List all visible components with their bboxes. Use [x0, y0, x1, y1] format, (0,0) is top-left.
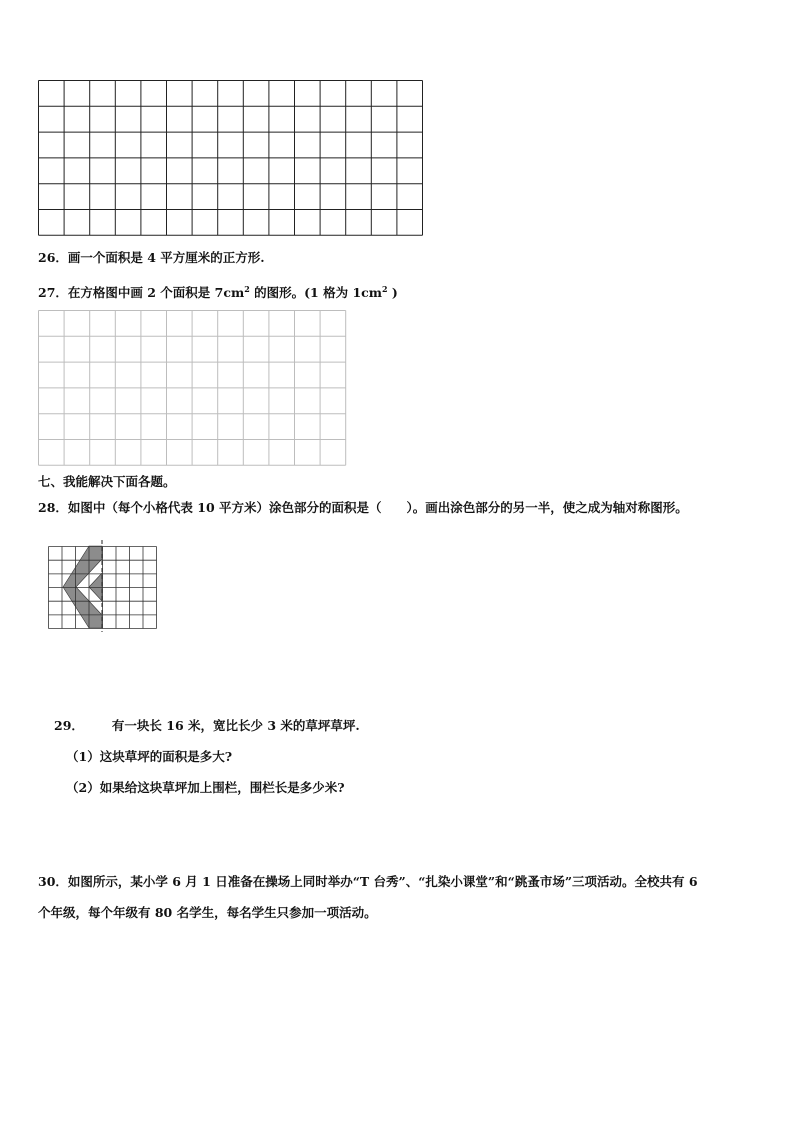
question-text: 画一个面积是 4 平方厘米的正方形. — [67, 250, 265, 265]
question-26 — [38, 250, 265, 266]
question-number: 30． — [38, 874, 68, 889]
question-text: ) — [387, 285, 398, 300]
question-number: 26． — [38, 250, 68, 265]
question-30 — [38, 874, 698, 890]
shaded-shape — [89, 573, 102, 601]
answer-grid-q27 — [38, 310, 348, 466]
answer-grid-top — [38, 80, 424, 236]
question-text: 在方格图中画 2 个面积是 7cm — [67, 285, 245, 300]
sub-question-2: （2）如果给这块草坪加上围栏，围栏长是多少米? — [66, 780, 345, 795]
section-title: 七、我能解决下面各题。 — [38, 474, 176, 489]
superscript: 2 — [244, 284, 250, 294]
superscript: 2 — [381, 284, 388, 294]
question-text: 有一块长 16 米，宽比长少 3 米的草坪草坪. — [111, 718, 360, 733]
question-number: 29． — [54, 718, 84, 733]
question-text: 如图中（每个小格代表 10 平方米）涂色部分的面积是（ ）。画出涂色部分的另一半，使之成为轴对称图形。 — [67, 500, 688, 515]
question-text: 的图形。(1 格为 1cm — [249, 285, 382, 300]
question-text: 如图所示，某小学 6 月 1 日准备在操场上同时举办“T 台秀”、“扎染小课堂”和“跳蚤市场”三项活动。全校共有 6 — [67, 874, 698, 889]
question-28 — [38, 500, 688, 516]
symmetry-figure — [44, 540, 160, 632]
question-30-continued: 个年级，每个年级有 80 名学生，每名学生只参加一项活动。 — [38, 905, 377, 920]
question-27 — [38, 281, 398, 301]
question-number: 28． — [38, 500, 68, 515]
question-number: 27． — [38, 285, 68, 300]
question-29 — [54, 718, 360, 734]
sub-question-1: （1）这块草坪的面积是多大? — [66, 749, 233, 764]
